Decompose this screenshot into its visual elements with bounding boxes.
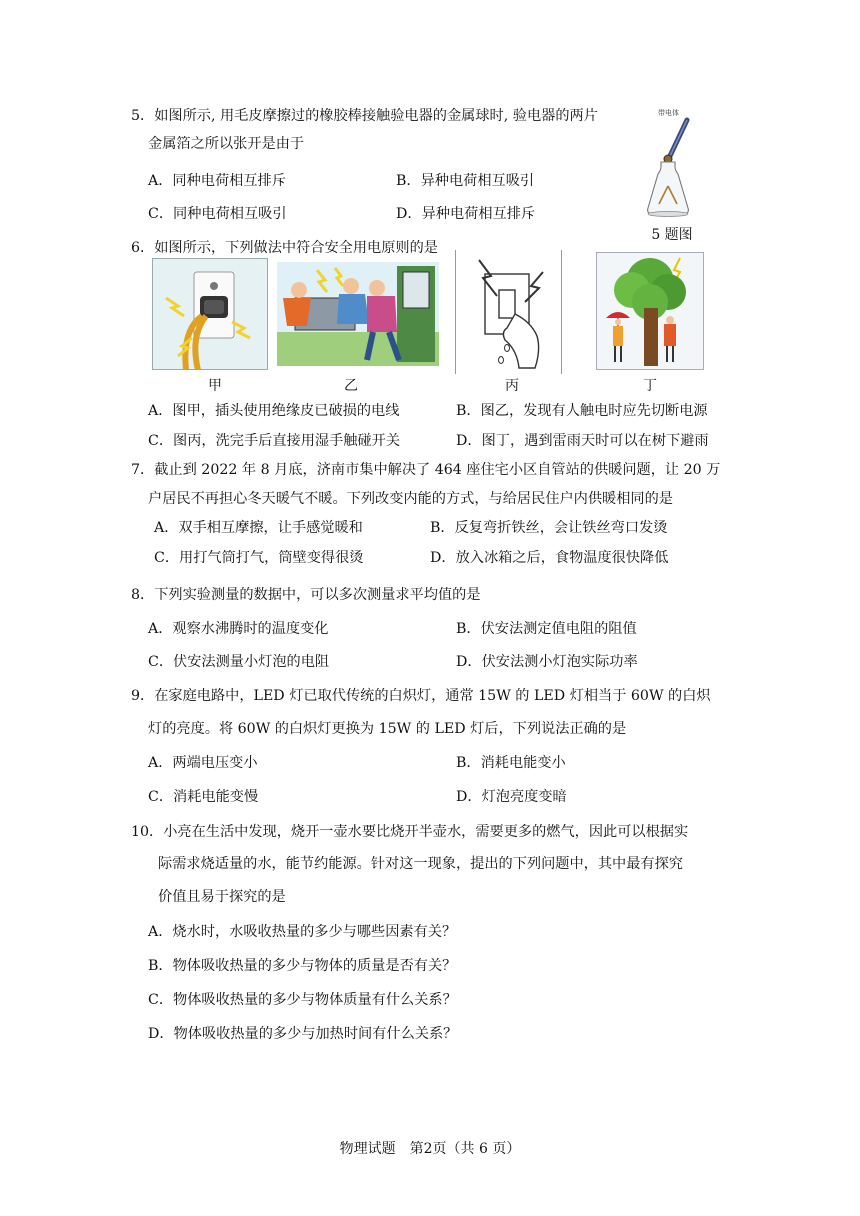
q10-option-b: B．物体吸收热量的多少与物体的质量是否有关？ <box>148 958 457 974</box>
page-footer: 物理试题 第2页（共 6 页） <box>339 1141 521 1157</box>
q6-option-c: C．图丙，洗完手后直接用湿手触碰开关 <box>148 433 401 449</box>
figure-bing-wet-hand-switch <box>455 250 562 374</box>
q9-option-c: C．消耗电能变慢 <box>148 789 259 805</box>
q8-option-b: B．伏安法测定值电阻的阻值 <box>456 621 637 637</box>
q7-stem-line2: 户居民不再担心冬天暖气不暖。下列改变内能的方式，与给居民住户内供暖相同的是 <box>148 491 673 507</box>
q5-figure-caption: 5 题图 <box>651 227 693 243</box>
q8-stem: 8．下列实验测量的数据中，可以多次测量求平均值的是 <box>131 587 481 603</box>
q6-stem: 6．如图所示，下列做法中符合安全用电原则的是 <box>131 240 438 256</box>
q5-option-d: D．异种电荷相互排斥 <box>396 206 536 222</box>
q5-stem-line1: 5．如图所示, 用毛皮摩擦过的橡胶棒接触验电器的金属球时, 验电器的两片 <box>131 108 598 124</box>
q10-stem-line3: 价值且易于探究的是 <box>158 889 286 905</box>
q10-stem-line1: 10．小亮在生活中发现，烧开一壶水要比烧开半壶水，需要更多的燃气，因此可以根据实 <box>131 824 689 840</box>
q5-option-b: B．异种电荷相互吸引 <box>396 173 535 189</box>
q9-stem-line2: 灯的亮度。将 60W 的白炽灯更换为 15W 的 LED 灯后，下列说法正确的是 <box>148 721 627 737</box>
q7-option-d: D．放入冰箱之后，食物温度很快降低 <box>430 550 669 566</box>
q6-caption-yi: 乙 <box>344 378 358 394</box>
charged-body-label: 带电体 <box>658 110 679 117</box>
electroscope-figure <box>636 104 696 224</box>
figure-jia-damaged-plug <box>152 258 268 370</box>
q6-option-b: B．图乙，发现有人触电时应先切断电源 <box>456 403 708 419</box>
q10-option-d: D．物体吸收热量的多少与加热时间有什么关系？ <box>148 1026 458 1042</box>
q8-option-c: C．伏安法测量小灯泡的电阻 <box>148 654 330 670</box>
q5-option-a: A．同种电荷相互排斥 <box>148 173 286 189</box>
q7-option-c: C．用打气筒打气，筒壁变得很烫 <box>154 550 364 566</box>
q9-option-b: B．消耗电能变小 <box>456 755 566 771</box>
q8-option-a: A．观察水沸腾时的温度变化 <box>148 621 329 637</box>
q10-option-a: A．烧水时，水吸收热量的多少与哪些因素有关？ <box>148 924 457 940</box>
q5-option-c: C．同种电荷相互吸引 <box>148 206 287 222</box>
figure-yi-shock-rescue <box>277 262 439 366</box>
q8-option-d: D．伏安法测小灯泡实际功率 <box>456 654 638 670</box>
q10-option-c: C．物体吸收热量的多少与物体质量有什么关系？ <box>148 992 457 1008</box>
q6-caption-ding: 丁 <box>643 378 657 394</box>
q9-option-a: A．两端电压变小 <box>148 755 258 771</box>
q7-option-b: B．反复弯折铁丝，会让铁丝弯口发烫 <box>430 520 668 536</box>
q6-option-d: D．图丁，遇到雷雨天时可以在树下避雨 <box>456 433 709 449</box>
q9-option-d: D．灯泡亮度变暗 <box>456 789 567 805</box>
q7-stem-line1: 7．截止到 2022 年 8 月底，济南市集中解决了 464 座住宅小区自管站的供暖问题，让 20 万 <box>131 462 721 478</box>
q10-stem-line2: 际需求烧适量的水，能节约能源。针对这一现象，提出的下列问题中，其中最有探究 <box>158 856 683 872</box>
q5-stem-line2: 金属箔之所以张开是由于 <box>148 136 305 152</box>
q9-stem-line1: 9．在家庭电路中，LED 灯已取代传统的白炽灯，通常 15W 的 LED 灯相当于 60W 的白炽 <box>131 688 711 704</box>
q6-caption-jia: 甲 <box>208 378 222 394</box>
q6-caption-bing: 丙 <box>505 378 519 394</box>
figure-ding-tree-in-storm <box>596 252 704 370</box>
q7-option-a: A．双手相互摩擦，让手感觉暖和 <box>154 520 363 536</box>
q6-option-a: A．图甲，插头使用绝缘皮已破损的电线 <box>148 403 400 419</box>
